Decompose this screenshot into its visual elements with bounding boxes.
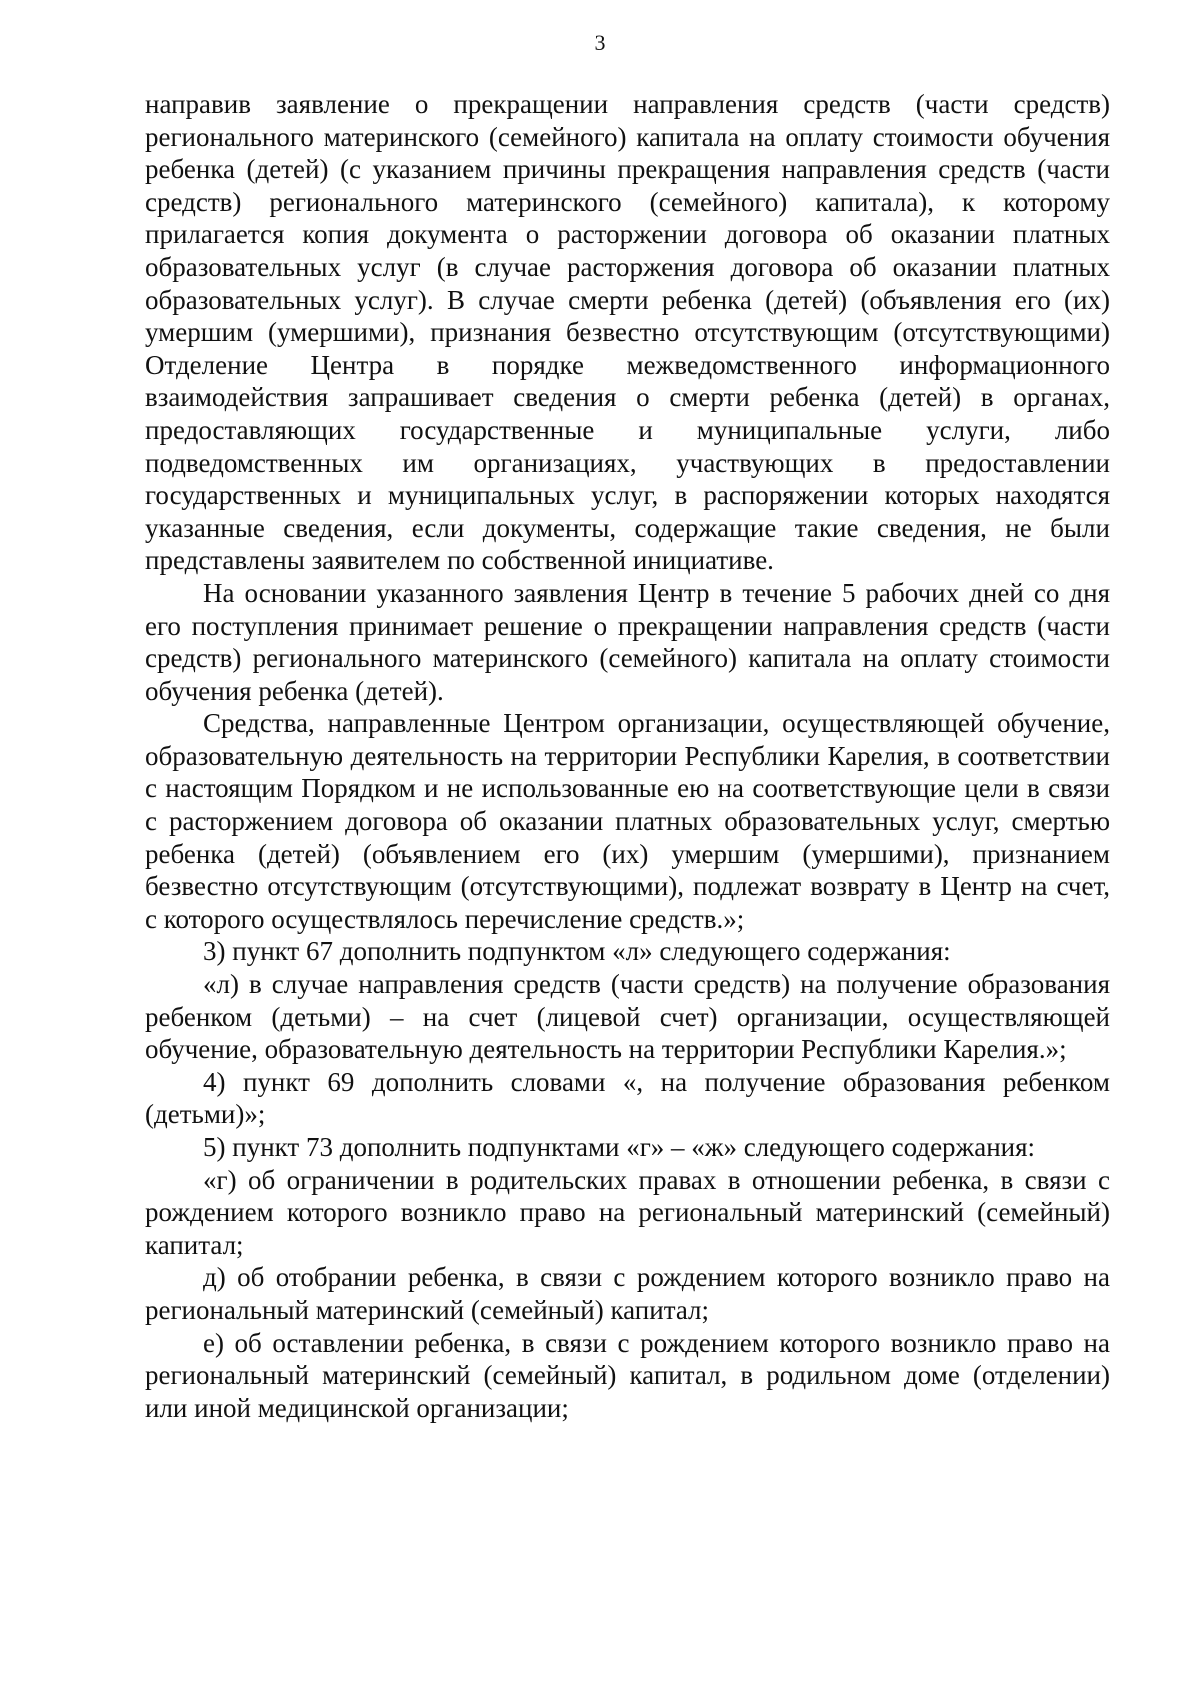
paragraph-continuation: направив заявление о прекращении направления средств (части средств) регионального материнского (семейного) капитала на оплату стоимости обучения ребенка (детей) (с указанием причины прекращения направления средств (части средств) регионального материнского (семейного) капитала), к которому прилагается копия документа о расторжении договора об оказании платных образовательных услуг (в случае расторжения договора об оказании платных образовательных услуг). В случае смерти ребенка (детей) (объявления его (их) умершим (умершими), признания безвестно отсутствующим (отсутствующими) Отделение Центра в порядке межведомственного информационного взаимодействия запрашивает сведения о смерти ребенка (детей) в органах, предоставляющих государственные и муниципальные услуги, либо подведомственных им организациях, участвующих в предоставлении государственных и муниципальных услуг, в распоряжении которых находятся указанные сведения, если документы, содержащие такие сведения, не были представлены заявителем по собственной инициативе. — [145, 89, 1110, 576]
paragraph-subitem-d: д) об отобрании ребенка, в связи с рождением которого возникло право на региональный материнский (семейный) капитал; — [145, 1262, 1110, 1325]
paragraph-funds-return: Средства, направленные Центром организации, осуществляющей обучение, образовательную деятельность на территории Республики Карелия, в соответствии с настоящим Порядком и не использованные ею на соответствующие цели в связи с расторжением договора об оказании платных образовательных услуг, смертью ребенка (детей) (объявлением его (их) умершим (умершими), признанием безвестно отсутствующим (отсутствующими), подлежат возврату в Центр на счет, с которого осуществлялось перечисление средств.»; — [145, 708, 1110, 934]
paragraph-item-4: 4) пункт 69 дополнить словами «, на получение образования ребенком (детьми)»; — [145, 1066, 1110, 1130]
paragraph-item-5: 5) пункт 73 дополнить подпунктами «г» – «ж» следующего содержания: — [203, 1132, 1036, 1162]
page-number: 3 — [594, 30, 606, 55]
paragraph-center-decision: На основании указанного заявления Центр в течение 5 рабочих дней со дня его поступления принимает решение о прекращении направления средств (части средств) регионального материнского (семейного) капитала на оплату стоимости обучения ребенка (детей). — [145, 577, 1110, 706]
paragraph-subitem-e: е) об оставлении ребенка, в связи с рождением которого возникло право на региональный материнский (семейный) капитал, в родильном доме (отделении) или иной медицинской организации; — [145, 1327, 1110, 1423]
document-body — [145, 88, 1110, 1424]
paragraph-item-3: 3) пункт 67 дополнить подпунктом «л» следующего содержания: — [203, 936, 951, 967]
paragraph-subitem-l: «л) в случае направления средств (части средств) на получение образования ребенком (детьми) – на счет (лицевой счет) организации, осуществляющей обучение, образовательную деятельность на территории Республики Карелия.»; — [145, 969, 1110, 1065]
paragraph-subitem-g: «г) об ограничении в родительских правах в отношении ребенка, в связи с рождением которого возникло право на региональный материнский (семейный) капитал; — [145, 1164, 1110, 1260]
